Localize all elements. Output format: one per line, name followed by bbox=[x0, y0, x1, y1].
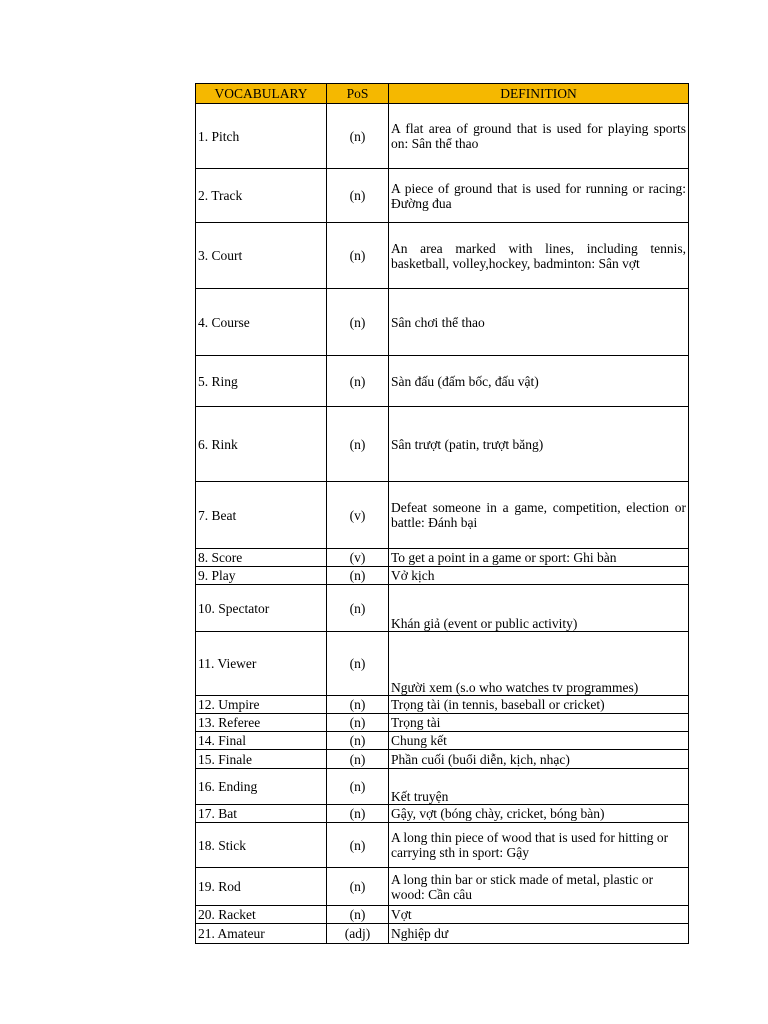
table-row bbox=[196, 632, 689, 696]
pos-cell: (n) bbox=[327, 732, 389, 750]
pos-cell: (n) bbox=[327, 289, 389, 356]
definition-cell: Sân trượt (patin, trượt băng) bbox=[389, 407, 689, 482]
vocabulary-cell: 13. Referee bbox=[196, 714, 327, 732]
header-pos: PoS bbox=[327, 84, 389, 104]
vocabulary-cell: 2. Track bbox=[196, 169, 327, 223]
definition-cell: An area marked with lines, including tennis, basketball, volley,hockey, badminton: Sân vợt bbox=[389, 223, 689, 289]
table-row bbox=[196, 868, 689, 906]
table-row bbox=[196, 585, 689, 632]
table-row bbox=[196, 805, 689, 823]
pos-cell: (n) bbox=[327, 769, 389, 805]
pos-cell: (n) bbox=[327, 632, 389, 696]
vocabulary-cell: 12. Umpire bbox=[196, 696, 327, 714]
definition-cell: Người xem (s.o who watches tv programmes) bbox=[389, 632, 689, 696]
table-row bbox=[196, 356, 689, 407]
pos-cell: (n) bbox=[327, 868, 389, 906]
table-row bbox=[196, 104, 689, 169]
definition-cell: Chung kết bbox=[389, 732, 689, 750]
definition-cell: Defeat someone in a game, competition, election or battle: Đánh bại bbox=[389, 482, 689, 549]
vocabulary-cell: 1. Pitch bbox=[196, 104, 327, 169]
vocabulary-cell: 4. Course bbox=[196, 289, 327, 356]
pos-cell: (n) bbox=[327, 696, 389, 714]
table-row bbox=[196, 732, 689, 750]
vocabulary-cell: 21. Amateur bbox=[196, 924, 327, 944]
pos-cell: (v) bbox=[327, 549, 389, 567]
vocabulary-cell: 15. Finale bbox=[196, 750, 327, 769]
definition-cell: A piece of ground that is used for running or racing: Đường đua bbox=[389, 169, 689, 223]
table-row bbox=[196, 567, 689, 585]
pos-cell: (n) bbox=[327, 356, 389, 407]
definition-cell: Nghiệp dư bbox=[389, 924, 689, 944]
definition-cell: Sân chơi thể thao bbox=[389, 289, 689, 356]
vocabulary-cell: 5. Ring bbox=[196, 356, 327, 407]
vocabulary-cell: 18. Stick bbox=[196, 823, 327, 868]
table-row bbox=[196, 714, 689, 732]
vocabulary-cell: 6. Rink bbox=[196, 407, 327, 482]
table-row bbox=[196, 169, 689, 223]
definition-cell: A long thin piece of wood that is used for hitting or carrying sth in sport: Gậy bbox=[389, 823, 689, 868]
vocabulary-cell: 3. Court bbox=[196, 223, 327, 289]
vocabulary-cell: 17. Bat bbox=[196, 805, 327, 823]
table-row bbox=[196, 696, 689, 714]
table-row bbox=[196, 549, 689, 567]
definition-cell: Trọng tài (in tennis, baseball or cricket) bbox=[389, 696, 689, 714]
vocabulary-cell: 14. Final bbox=[196, 732, 327, 750]
definition-cell: Vợt bbox=[389, 906, 689, 924]
definition-cell: A flat area of ground that is used for playing sports on: Sân thể thao bbox=[389, 104, 689, 169]
table-header-row bbox=[196, 84, 689, 104]
pos-cell: (n) bbox=[327, 223, 389, 289]
vocabulary-cell: 8. Score bbox=[196, 549, 327, 567]
table-row bbox=[196, 482, 689, 549]
definition-cell: Gậy, vợt (bóng chày, cricket, bóng bàn) bbox=[389, 805, 689, 823]
pos-cell: (adj) bbox=[327, 924, 389, 944]
table-row bbox=[196, 924, 689, 944]
vocabulary-cell: 9. Play bbox=[196, 567, 327, 585]
definition-cell: Trọng tài bbox=[389, 714, 689, 732]
header-vocabulary: VOCABULARY bbox=[196, 84, 327, 104]
pos-cell: (n) bbox=[327, 714, 389, 732]
pos-cell: (n) bbox=[327, 805, 389, 823]
definition-cell: Sàn đấu (đấm bốc, đấu vật) bbox=[389, 356, 689, 407]
pos-cell: (n) bbox=[327, 585, 389, 632]
pos-cell: (n) bbox=[327, 906, 389, 924]
pos-cell: (n) bbox=[327, 407, 389, 482]
pos-cell: (n) bbox=[327, 750, 389, 769]
pos-cell: (v) bbox=[327, 482, 389, 549]
vocabulary-cell: 7. Beat bbox=[196, 482, 327, 549]
definition-cell: Vở kịch bbox=[389, 567, 689, 585]
table-row bbox=[196, 769, 689, 805]
vocabulary-cell: 19. Rod bbox=[196, 868, 327, 906]
table-row bbox=[196, 289, 689, 356]
table-row bbox=[196, 407, 689, 482]
pos-cell: (n) bbox=[327, 823, 389, 868]
vocabulary-table bbox=[195, 83, 689, 944]
pos-cell: (n) bbox=[327, 169, 389, 223]
pos-cell: (n) bbox=[327, 104, 389, 169]
table-row bbox=[196, 823, 689, 868]
definition-cell: Kết truyện bbox=[389, 769, 689, 805]
vocabulary-cell: 11. Viewer bbox=[196, 632, 327, 696]
vocabulary-cell: 10. Spectator bbox=[196, 585, 327, 632]
table-row bbox=[196, 223, 689, 289]
definition-cell: To get a point in a game or sport: Ghi bàn bbox=[389, 549, 689, 567]
table-row bbox=[196, 906, 689, 924]
definition-cell: Phần cuối (buổi diễn, kịch, nhạc) bbox=[389, 750, 689, 769]
vocabulary-cell: 20. Racket bbox=[196, 906, 327, 924]
header-definition: DEFINITION bbox=[389, 84, 689, 104]
definition-cell: A long thin bar or stick made of metal, plastic or wood: Cần câu bbox=[389, 868, 689, 906]
pos-cell: (n) bbox=[327, 567, 389, 585]
vocabulary-cell: 16. Ending bbox=[196, 769, 327, 805]
table-row bbox=[196, 750, 689, 769]
definition-cell: Khán giả (event or public activity) bbox=[389, 585, 689, 632]
